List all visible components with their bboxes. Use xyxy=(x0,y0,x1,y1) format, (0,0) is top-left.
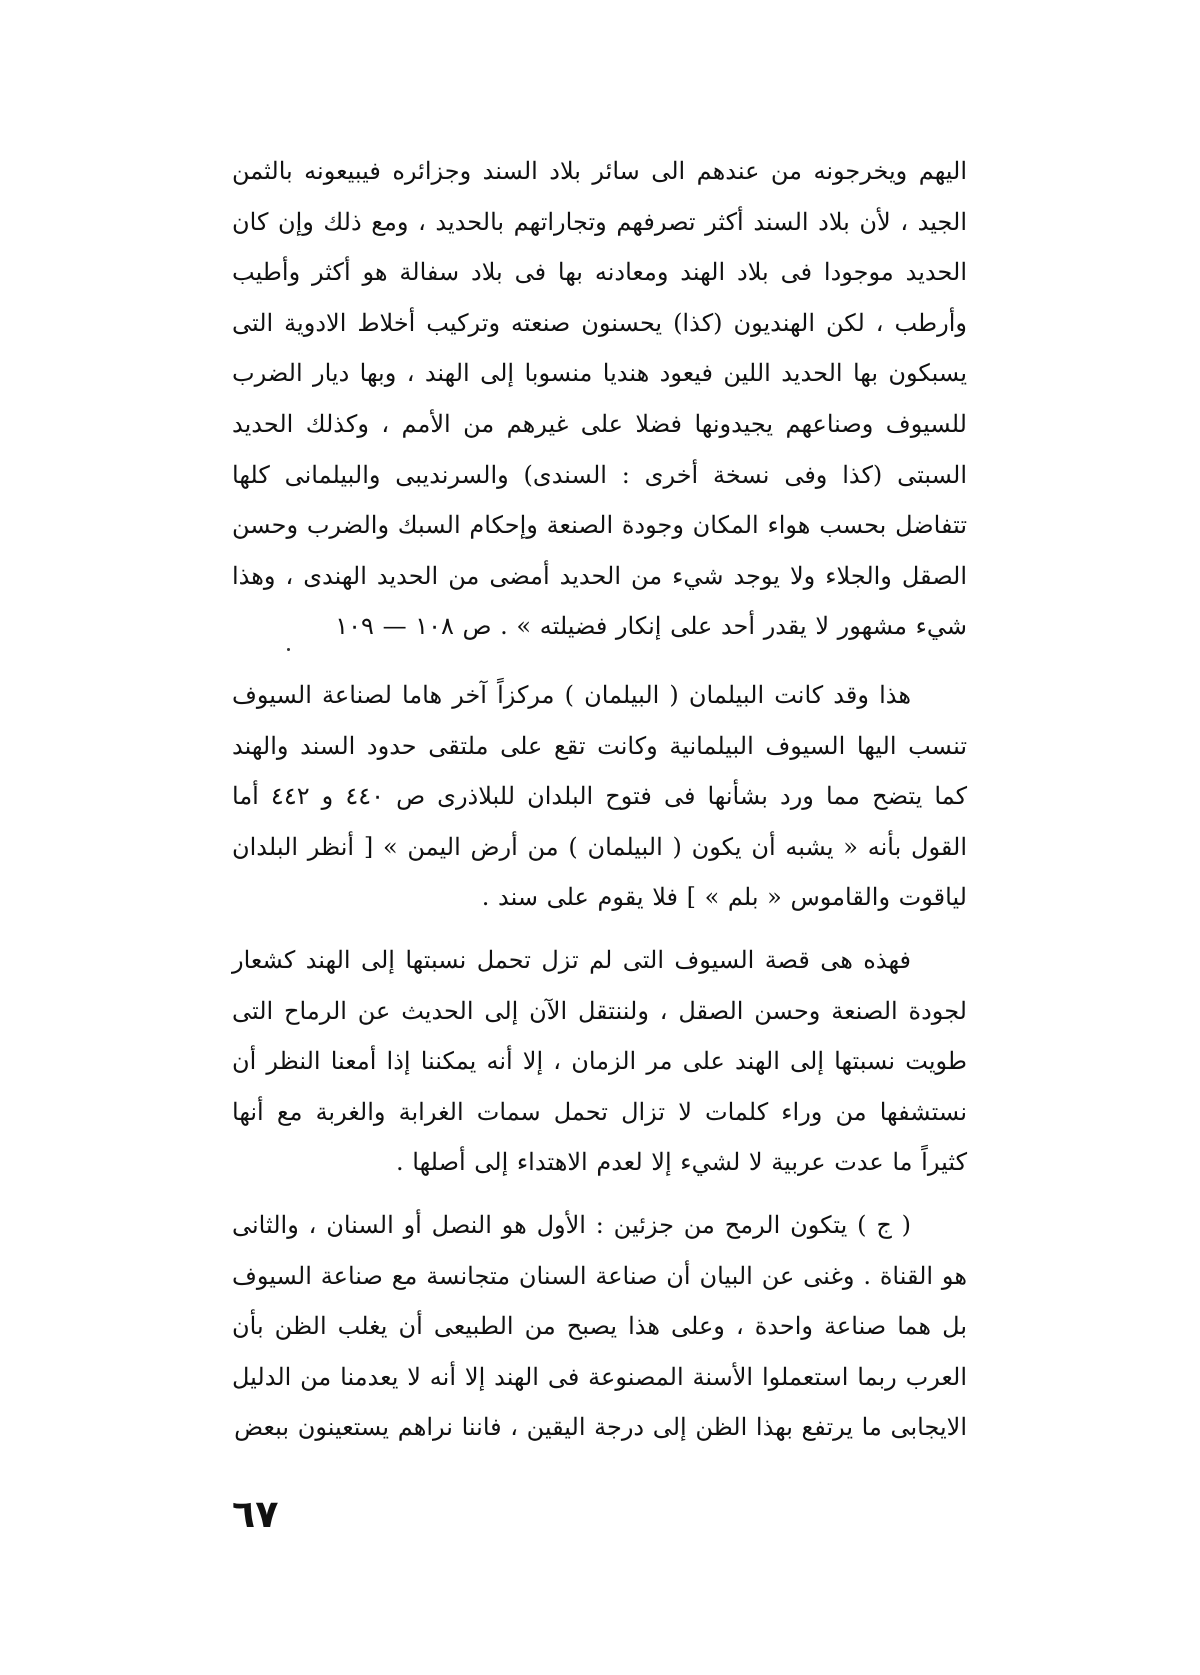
paragraph-1: اليهم ويخرجونه من عندهم الى سائر بلاد السند وجزائره فيبيعونه بالثمن الجيد ، لأن بلاد السند أكثر تصرفهم وتجاراتهم بالحديد ، ومع ذلك وإن كان الحديد موجودا فى بلاد الهند ومعادنه بها فى بلاد سفالة هو أكثر وأطيب وأرطب ، لكن الهنديون (كذا) يحسنون صنعته وتركيب أخلاط الادوية التى يسبكون بها الحديد اللين فيعود هنديا منسوبا إلى الهند ، وبها ديار الضرب للسيوف وصناعهم يجيدونها فضلا على غيرهم من الأمم ، وكذلك الحديد السبتى (كذا وفى نسخة أخرى : السندى) والسرنديبى والبيلمانى كلها تتفاضل بحسب هواء المكان وجودة الصنعة وإحكام السبك والضرب وحسن الصقل والجلاء ولا يوجد شيء من الحديد أمضى من الحديد الهندى ، وهذا شيء مشهور لا يقدر أحد على إنكار فضيلته » . ص ١٠٨ — ١٠٩ xyxy=(232,157,967,641)
page-number: ٦٧ xyxy=(232,1492,279,1536)
paragraph-2: هذا وقد كانت البيلمان ( البيلمان ) مركزاً آخر هاما لصناعة السيوف تنسب اليها السيوف البيلمانية وكانت تقع على ملتقى حدود السند والهند كما يتضح مما ورد بشأنها فى فتوح البلدان للبلاذرى ص ٤٤٠ و ٤٤٢ أما القول بأنه « يشبه أن يكون ( البيلمان ) من أرض اليمن » [ أنظر البلدان لياقوت والقاموس « بلم » ] فلا يقوم على سند . xyxy=(232,681,967,912)
paragraph-4: ( ج ) يتكون الرمح من جزئين : الأول هو النصل أو السنان ، والثانى هو القناة . وغنى عن البيان أن صناعة السنان متجانسة مع صناعة السيوف بل هما صناعة واحدة ، وعلى هذا يصبح من الطبيعى أن يغلب الظن بأن العرب ربما استعملوا الأسنة المصنوعة فى الهند إلا أنه لا يعدمنا من الدليل الايجابى ما يرتفع بهذا الظن إلى درجة اليقين ، فاننا نراهم يستعينون ببعض xyxy=(232,1211,967,1442)
paragraph-3: فهذه هى قصة السيوف التى لم تزل تحمل نسبتها إلى الهند كشعار لجودة الصنعة وحسن الصقل ، ولننتقل الآن إلى الحديث عن الرماح التى طويت نسبتها إلى الهند على مر الزمان ، إلا أنه يمكننا إذا أمعنا النظر أن نستشفها من وراء كلمات لا تزال تحمل سمات الغرابة والغربة مع أنها كثيراً ما عدت عربية لا لشيء إلا لعدم الاهتداء إلى أصلها . xyxy=(232,946,967,1177)
scan-speck xyxy=(287,648,290,651)
